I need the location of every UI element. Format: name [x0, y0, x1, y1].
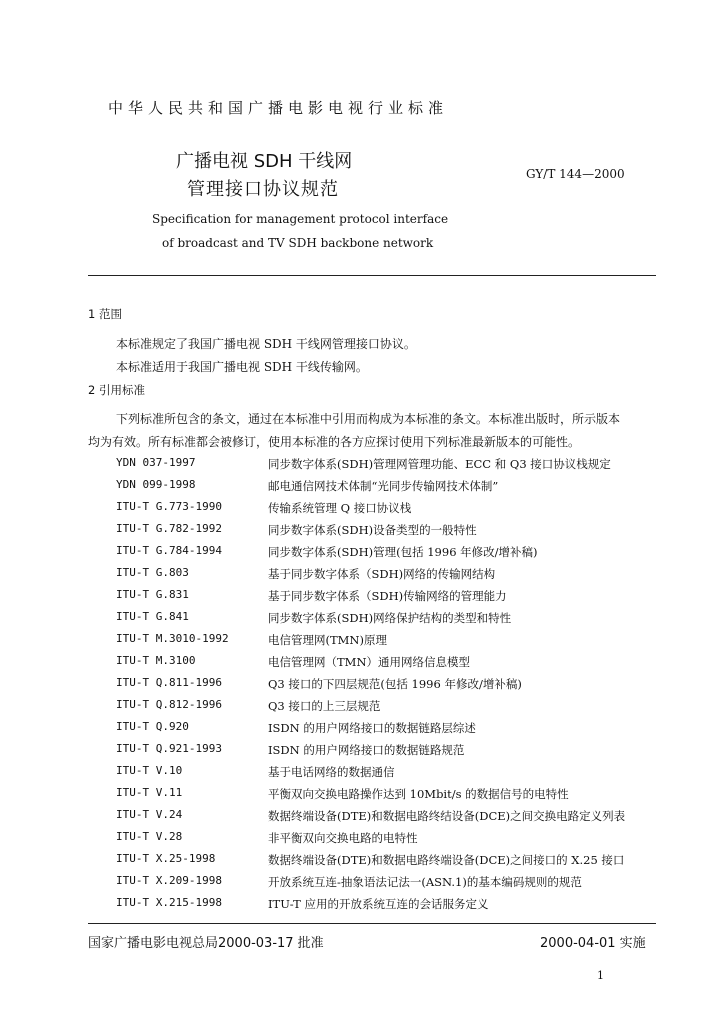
reference-description: 同步数字体系(SDH)管理(包括 1996 年修改/增补稿) [268, 545, 538, 559]
reference-description: ISDN 的用户网络接口的数据链路规范 [268, 743, 465, 757]
implementation-date: 2000-04-01 实施 [540, 936, 646, 951]
page-number: 1 [597, 969, 604, 982]
scope-paragraph-2: 本标准适用于我国广播电视 SDH 干线传输网。 [116, 360, 368, 374]
reference-code: ITU-T M.3100 [116, 654, 196, 667]
scope-paragraph-1: 本标准规定了我国广播电视 SDH 干线网管理接口协议。 [116, 337, 416, 351]
reference-code: ITU-T G.773-1990 [116, 500, 222, 513]
reference-description: 邮电通信网技术体制“光同步传输网技术体制” [268, 479, 499, 493]
english-title-line2: of broadcast and TV SDH backbone network [162, 236, 434, 250]
reference-description: 基于同步数字体系（SDH)传输网络的管理能力 [268, 589, 507, 603]
reference-code: ITU-T X.25-1998 [116, 852, 216, 865]
reference-code: ITU-T G.831 [116, 588, 189, 601]
reference-description: 传输系统管理 Q 接口协议栈 [268, 501, 412, 515]
section-heading-references: 2 引用标准 [88, 383, 145, 397]
standard-code: GY/T 144—2000 [526, 167, 625, 181]
reference-description: 电信管理网(TMN)原理 [268, 633, 387, 647]
reference-description: 同步数字体系(SDH)设备类型的一般特性 [268, 523, 477, 537]
reference-code: ITU-T G.784-1994 [116, 544, 222, 557]
reference-code: ITU-T X.209-1998 [116, 874, 222, 887]
footer-divider [88, 923, 656, 924]
reference-code: ITU-T M.3010-1992 [116, 632, 229, 645]
reference-code: ITU-T Q.811-1996 [116, 676, 222, 689]
reference-code: ITU-T G.782-1992 [116, 522, 222, 535]
reference-description: 电信管理网（TMN）通用网络信息模型 [268, 655, 471, 669]
reference-description: 同步数字体系(SDH)网络保护结构的类型和特性 [268, 611, 512, 625]
reference-description: 数据终端设备(DTE)和数据电路终结设备(DCE)之间交换电路定义列表 [268, 809, 626, 823]
reference-description: 数据终端设备(DTE)和数据电路终端设备(DCE)之间接口的 X.25 接口 [268, 853, 625, 867]
reference-description: 基于同步数字体系（SDH)网络的传输网结构 [268, 567, 496, 581]
reference-code: ITU-T V.11 [116, 786, 183, 799]
reference-description: 平衡双向交换电路操作达到 10Mbit/s 的数据信号的电特性 [268, 787, 569, 801]
reference-description: Q3 接口的上三层规范 [268, 699, 381, 713]
reference-code: YDN 099-1998 [116, 478, 196, 491]
reference-description: 开放系统互连-抽象语法记法一(ASN.1)的基本编码规则的规范 [268, 875, 582, 889]
reference-description: 同步数字体系(SDH)管理网管理功能、ECC 和 Q3 接口协议栈规定 [268, 457, 611, 471]
section-heading-scope: 1 范围 [88, 307, 122, 321]
reference-code: YDN 037-1997 [116, 456, 196, 469]
reference-description: Q3 接口的下四层规范(包括 1996 年修改/增补稿) [268, 677, 522, 691]
reference-description: 非平衡双向交换电路的电特性 [268, 831, 418, 845]
approval-statement: 国家广播电影电视总局2000-03-17 批准 [88, 936, 324, 951]
reference-code: ITU-T G.841 [116, 610, 189, 623]
document-title-line2: 管理接口协议规范 [187, 179, 339, 200]
reference-code: ITU-T Q.920 [116, 720, 189, 733]
header-divider [88, 275, 656, 276]
reference-code: ITU-T V.10 [116, 764, 183, 777]
reference-description: ISDN 的用户网络接口的数据链路层综述 [268, 721, 476, 735]
english-title-line1: Specification for management protocol interface [152, 212, 449, 226]
references-intro-line2: 均为有效。所有标准都会被修订，使用本标准的各方应探讨使用下列标准最新版本的可能性。 [88, 435, 581, 449]
reference-code: ITU-T V.24 [116, 808, 183, 821]
reference-code: ITU-T V.28 [116, 830, 183, 843]
issuer-line: 中华人民共和国广播电影电视行业标准 [108, 99, 449, 117]
reference-code: ITU-T X.215-1998 [116, 896, 222, 909]
references-intro-line1: 下列标准所包含的条文，通过在本标准中引用而构成为本标准的条文。本标准出版时，所示版本 [116, 412, 621, 426]
reference-code: ITU-T Q.921-1993 [116, 742, 222, 755]
document-title-line1: 广播电视 SDH 干线网 [176, 151, 353, 172]
reference-code: ITU-T Q.812-1996 [116, 698, 222, 711]
reference-description: ITU-T 应用的开放系统互连的会话服务定义 [268, 897, 489, 911]
reference-description: 基于电话网络的数据通信 [268, 765, 395, 779]
reference-code: ITU-T G.803 [116, 566, 189, 579]
